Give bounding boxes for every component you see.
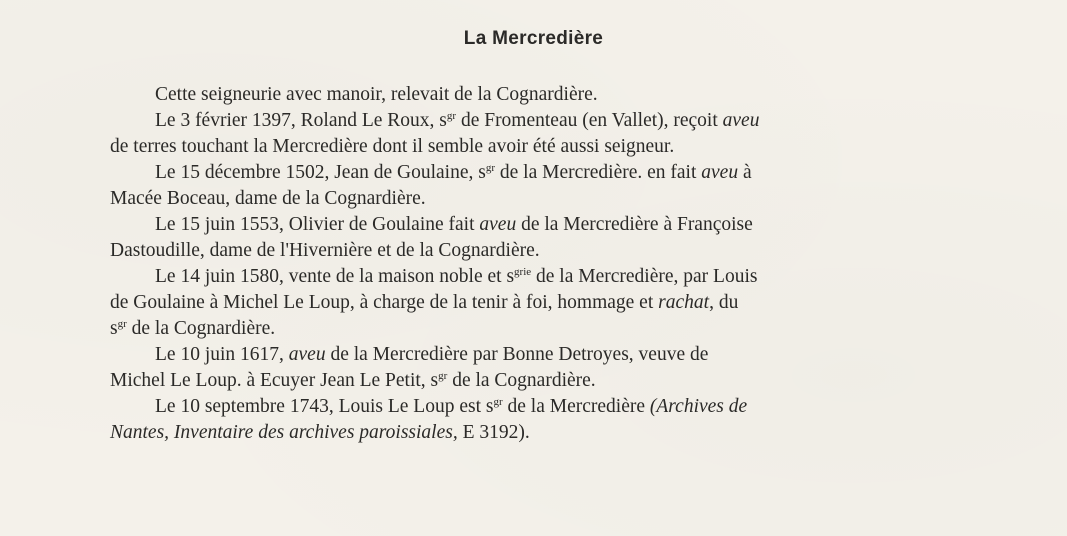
text-span: de terres touchant la Mercredière dont il semble avoir été aussi seigneur. bbox=[110, 136, 675, 157]
text-line bbox=[110, 342, 970, 368]
text-line bbox=[110, 186, 970, 212]
text-span: Macée Boceau, dame de la Cognardière. bbox=[110, 188, 426, 209]
italic-span: aveu bbox=[479, 214, 517, 235]
text-span: E 3192). bbox=[457, 422, 530, 443]
text-span: , du bbox=[709, 292, 739, 313]
italic-span: (Archives de bbox=[649, 396, 748, 417]
text-span: Cette seigneurie avec manoir, relevait de la Cognardière. bbox=[155, 84, 598, 105]
superscript-abbrev: gr bbox=[485, 162, 496, 174]
italic-span: rachat bbox=[658, 292, 710, 313]
text-span: de la Mercredière par Bonne Detroyes, veuve de bbox=[325, 344, 709, 365]
text-span: Le 14 juin 1580, vente de la maison noble et s bbox=[155, 266, 515, 287]
text-span: de la Mercredière. en fait bbox=[495, 162, 702, 183]
superscript-abbrev: gr bbox=[446, 110, 457, 122]
text-span: de la Cognardière. bbox=[126, 318, 276, 339]
italic-span: aveu bbox=[288, 344, 326, 365]
text-line bbox=[110, 238, 970, 264]
paragraph bbox=[110, 212, 970, 264]
italic-span: aveu bbox=[722, 110, 760, 131]
text-line bbox=[110, 394, 970, 420]
text-line bbox=[110, 212, 970, 238]
text-line bbox=[110, 108, 970, 134]
text-span: de Fromenteau (en Vallet), reçoit bbox=[456, 110, 723, 131]
superscript-abbrev: gr bbox=[438, 370, 448, 382]
paragraph bbox=[110, 82, 970, 108]
paragraph bbox=[110, 264, 970, 342]
page-title: La Mercredière bbox=[463, 28, 604, 49]
text-line bbox=[110, 368, 970, 394]
text-span: de la Cognardière. bbox=[447, 370, 596, 391]
paragraph bbox=[110, 108, 970, 160]
paragraph bbox=[110, 342, 970, 394]
text-span: Le 10 septembre 1743, Louis Le Loup est s bbox=[155, 396, 494, 417]
paragraph bbox=[110, 394, 970, 446]
text-line bbox=[110, 264, 970, 290]
text-span: de la Mercredière, par Louis bbox=[531, 266, 758, 287]
superscript-abbrev: gr bbox=[117, 318, 127, 330]
italic-span: Nantes, Inventaire des archives paroissiales, bbox=[110, 422, 458, 443]
text-span: Dastoudille, dame de l'Hivernière et de la Cognardière. bbox=[110, 240, 540, 261]
text-line bbox=[110, 82, 970, 108]
text-span: de la Mercredière bbox=[502, 396, 650, 417]
text-span: Michel Le Loup. à Ecuyer Jean Le Petit, s bbox=[110, 370, 439, 391]
text-span: Le 3 février 1397, Roland Le Roux, s bbox=[155, 110, 447, 131]
text-span: s bbox=[110, 318, 118, 339]
document-body bbox=[110, 82, 970, 446]
text-line bbox=[110, 160, 970, 186]
text-line bbox=[110, 316, 970, 342]
text-span: Le 15 décembre 1502, Jean de Goulaine, s bbox=[155, 162, 486, 183]
superscript-abbrev: grie bbox=[514, 266, 532, 278]
text-line bbox=[110, 290, 970, 316]
text-span: Le 10 juin 1617, bbox=[155, 344, 289, 365]
text-line bbox=[110, 420, 970, 446]
text-span: à bbox=[738, 162, 752, 183]
text-span: de Goulaine à Michel Le Loup, à charge de la tenir à foi, hommage et bbox=[110, 292, 659, 313]
paragraph bbox=[110, 160, 970, 212]
text-span: de la Mercredière à Françoise bbox=[516, 214, 753, 235]
text-line bbox=[110, 134, 970, 160]
superscript-abbrev: gr bbox=[493, 396, 503, 408]
text-span: Le 15 juin 1553, Olivier de Goulaine fait bbox=[155, 214, 480, 235]
italic-span: aveu bbox=[701, 162, 739, 183]
